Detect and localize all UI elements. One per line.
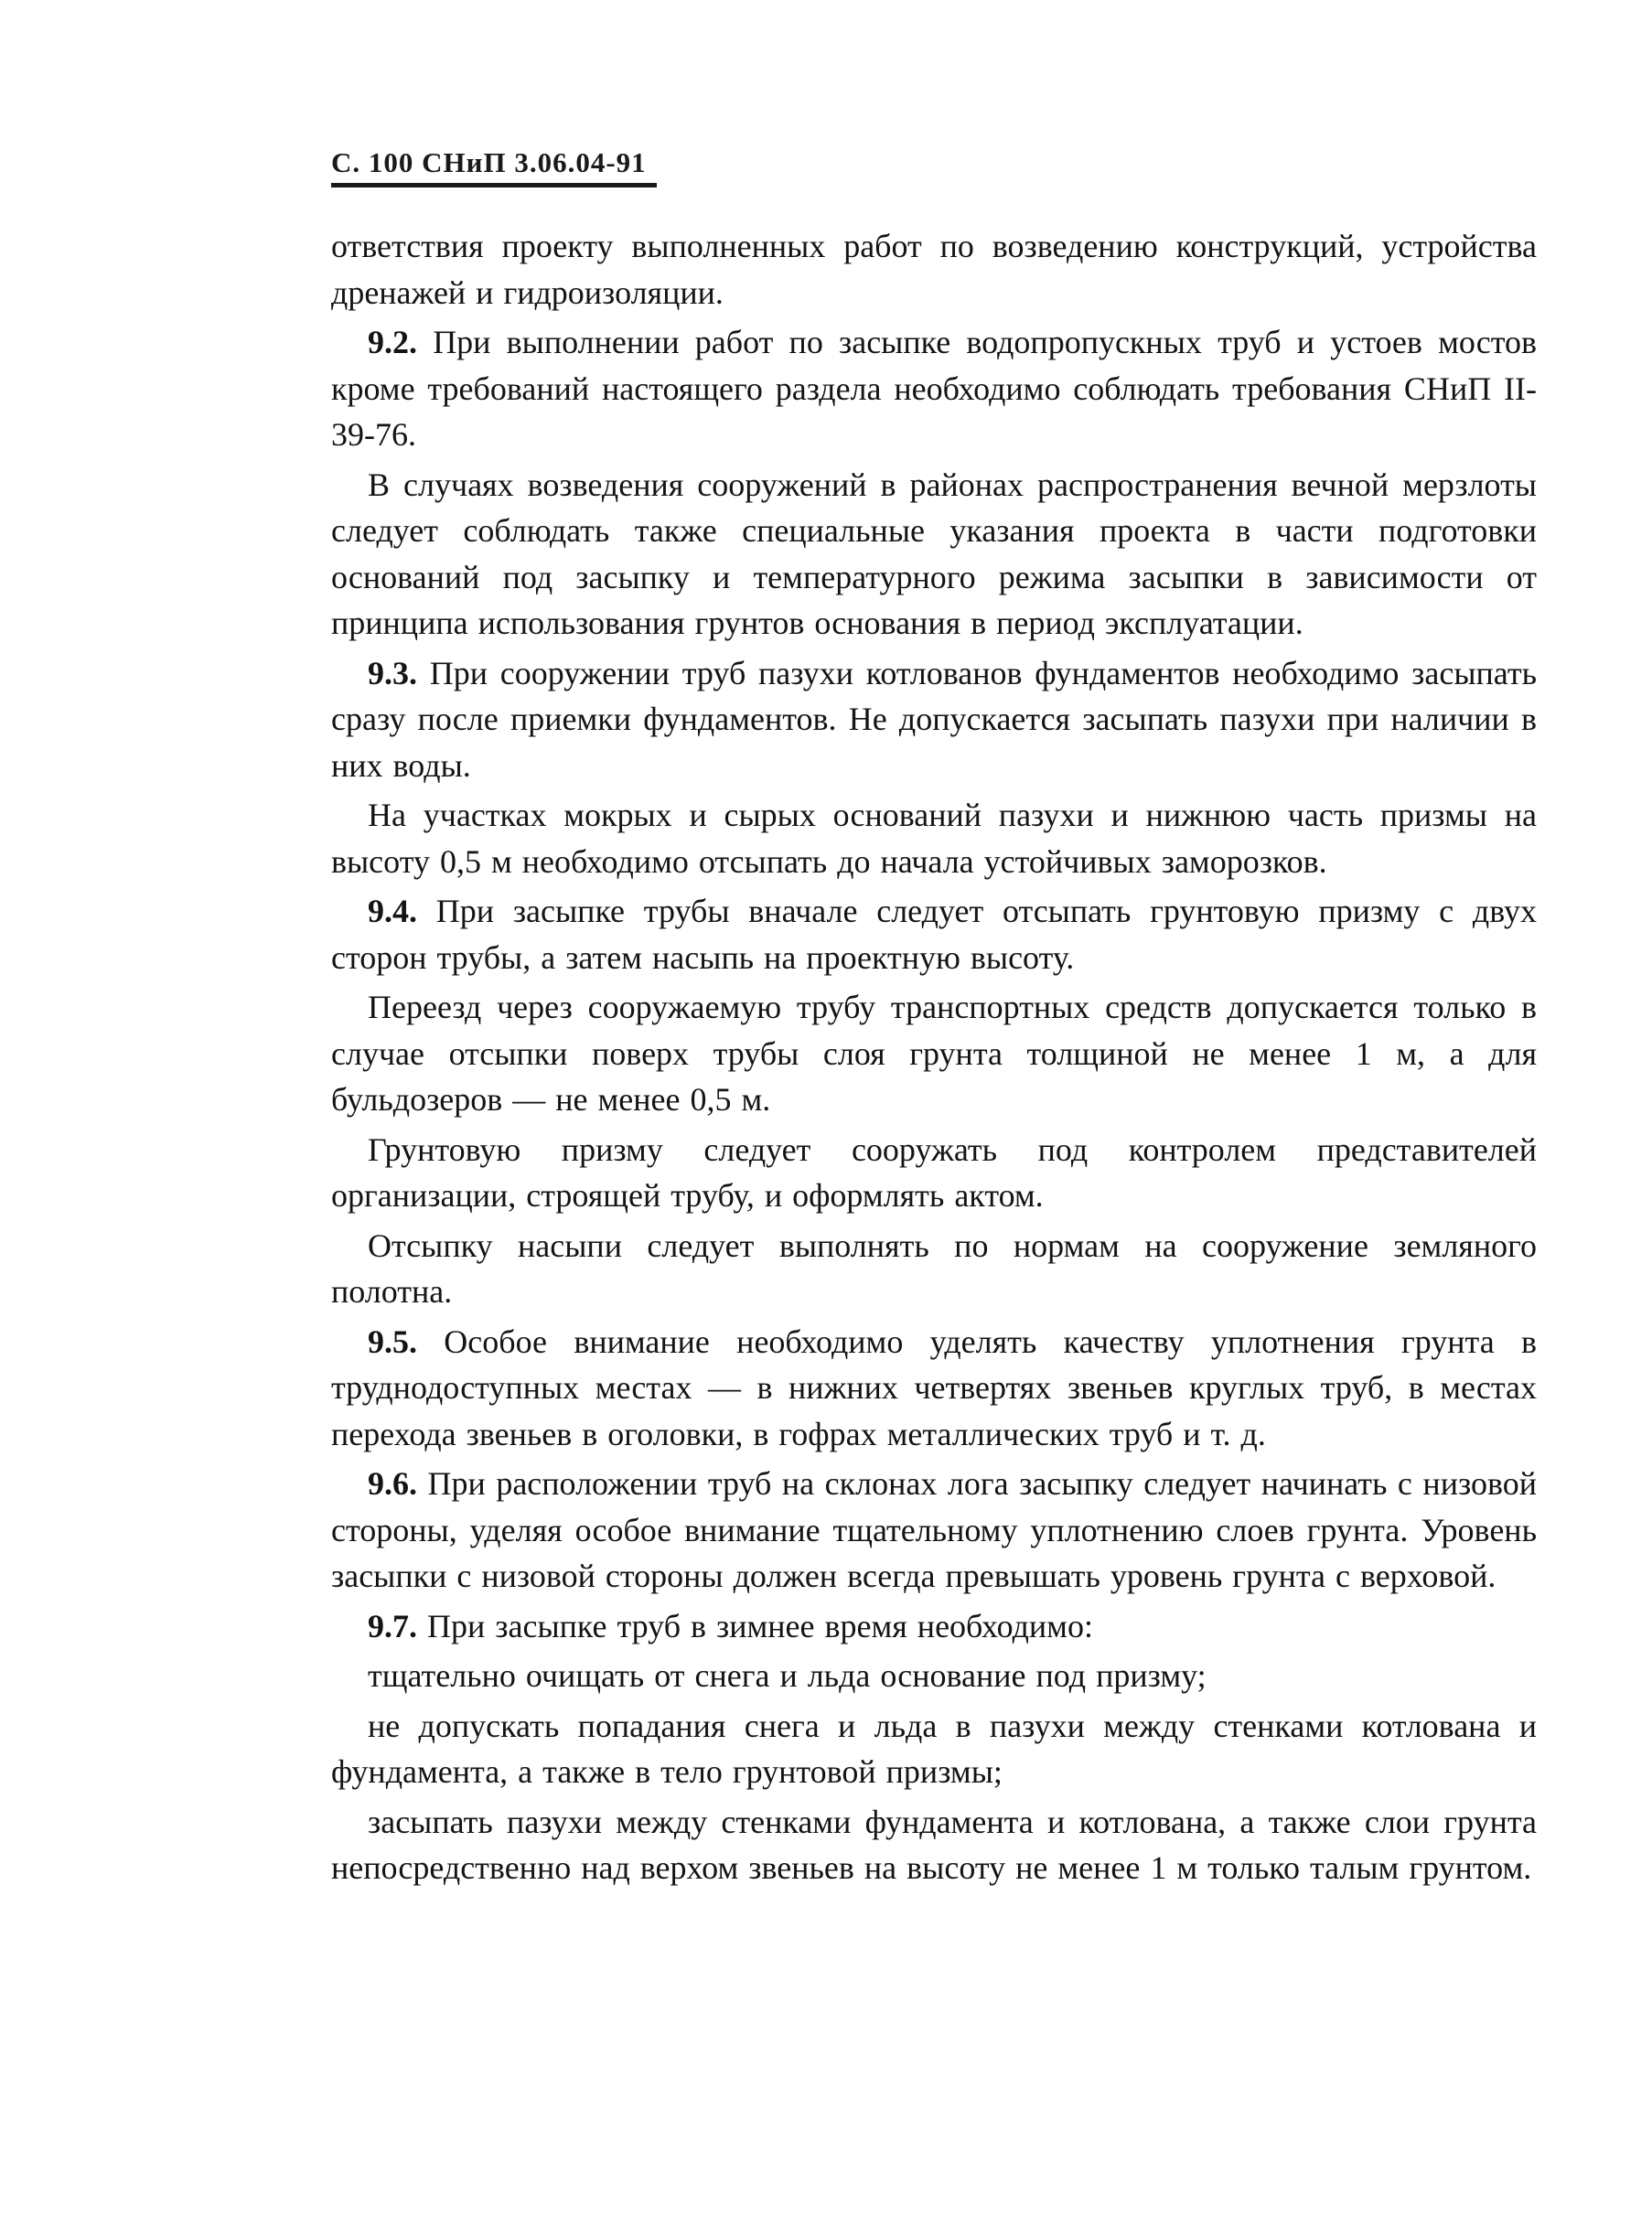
paragraph: На участках мокрых и сырых оснований пазухи и нижнюю часть призмы на высоту 0,5 м необходимо отсыпать до начала устойчивых заморозков. xyxy=(331,797,1537,880)
clause-number: 9.2. xyxy=(368,324,417,360)
paragraph-9-4: 9.4. При засыпке трубы вначале следует отсыпать грунтовую призму с двух сторон трубы, а затем насыпь на проектную высоту. xyxy=(331,893,1537,976)
paragraph: Грунтовую призму следует сооружать под контролем представителей организации, строящей трубу, и оформлять актом. xyxy=(331,1130,1537,1214)
paragraph: Отсыпку насыпи следует выполнять по нормам на сооружение земляного полотна. xyxy=(331,1226,1537,1310)
clause-number: 9.5. xyxy=(368,1323,417,1360)
paragraph-9-6: 9.6. При расположении труб на склонах лога засыпку следует начинать с низовой стороны, уделяя особое внимание тщательному уплотнению слоев грунта. Уровень засыпки с низовой стороны должен всегда превышать уровень грунта с верховой. xyxy=(331,1465,1537,1594)
paragraph-9-5: 9.5. Особое внимание необходимо уделять качеству уплотнения грунта в труднодоступных местах — в нижних четвертях звеньев круглых труб, в местах перехода звеньев в оголовки, в гофрах металлических труб и т. д. xyxy=(331,1323,1537,1452)
paragraph-9-2: 9.2. При выполнении работ по засыпке водопропускных труб и устоев мостов кроме требований настоящего раздела необходимо соблюдать требования СНиП II-39-76. xyxy=(331,324,1537,453)
body-text xyxy=(331,223,1537,1895)
list-item: засыпать пазухи между стенками фундамента и котлована, а также слои грунта непосредственно над верхом звеньев на высоту не менее 1 м только талым грунтом. xyxy=(331,1803,1537,1886)
clause-number: 9.3. xyxy=(368,654,417,691)
clause-number: 9.7. xyxy=(368,1607,417,1644)
paragraph: В случаях возведения сооружений в районах распространения вечной мерзлоты следует соблюдать также специальные указания проекта в части подготовки оснований под засыпку и температурного режима засыпки в зависимости от принципа использования грунтов основания в период эксплуатации. xyxy=(331,466,1537,641)
clause-number: 9.4. xyxy=(368,893,417,929)
header-rule xyxy=(331,183,657,187)
paragraph-9-7: 9.7. При засыпке труб в зимнее время необходимо: xyxy=(368,1607,1093,1644)
paragraph-9-3: 9.3. При сооружении труб пазухи котлованов фундаментов необходимо засыпать сразу после приемки фундаментов. Не допускается засыпать пазухи при наличии в них воды. xyxy=(331,654,1537,784)
paragraph: Переезд через сооружаемую трубу транспортных средств допускается только в случае отсыпки поверх трубы слоя грунта толщиной не менее 1 м, а для бульдозеров — не менее 0,5 м. xyxy=(331,989,1537,1118)
list-item: не допускать попадания снега и льда в пазухи между стенками котлована и фундамента, а также в тело грунтовой призмы; xyxy=(331,1707,1537,1790)
page-header: С. 100 СНиП 3.06.04-91 xyxy=(331,146,647,178)
paragraph: ответствия проекту выполненных работ по возведению конструкций, устройства дренажей и гидроизоляции. xyxy=(331,228,1537,311)
clause-number: 9.6. xyxy=(368,1465,417,1502)
list-item: тщательно очищать от снега и льда основание под призму; xyxy=(368,1657,1207,1694)
